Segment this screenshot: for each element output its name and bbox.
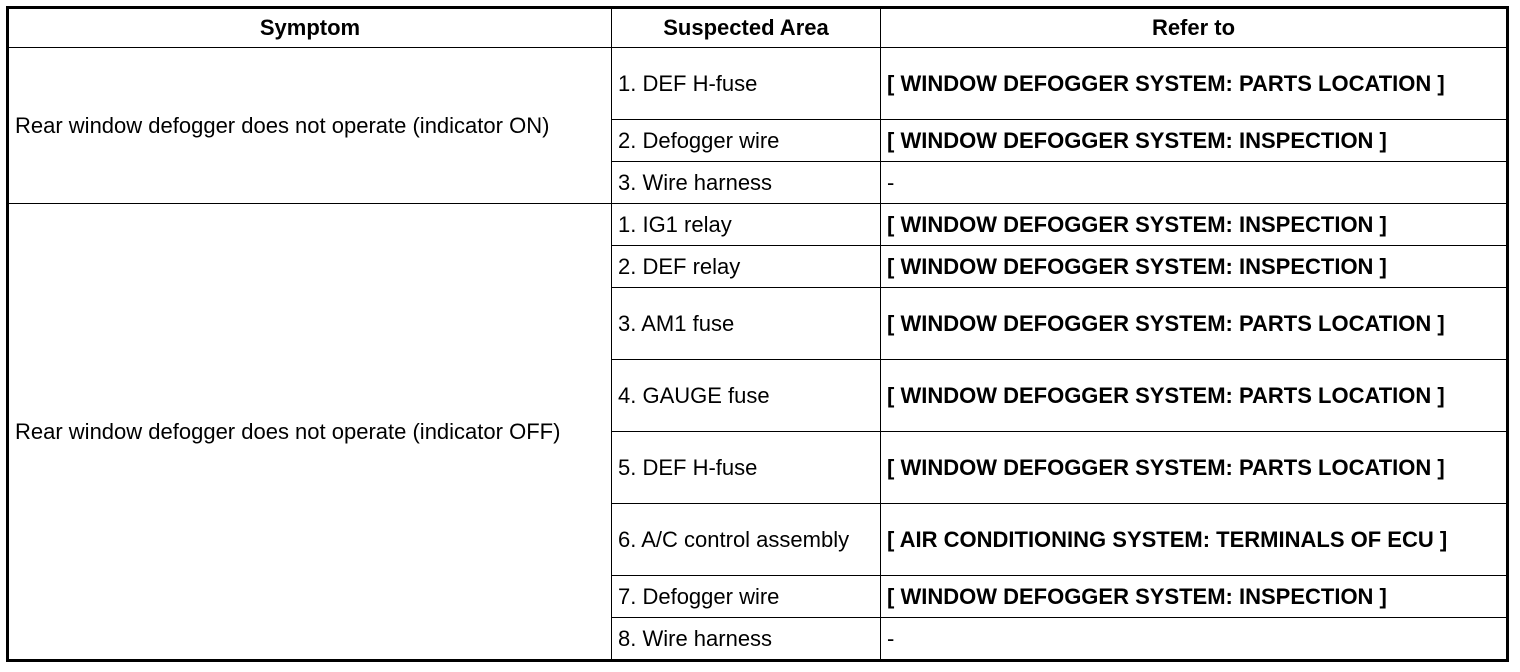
refer-link[interactable]: [ WINDOW DEFOGGER SYSTEM: INSPECTION ] [881, 204, 1508, 246]
suspected-area-cell: 6. A/C control assembly [612, 504, 881, 576]
header-symptom: Symptom [8, 8, 612, 48]
suspected-area-cell: 1. IG1 relay [612, 204, 881, 246]
refer-link[interactable]: [ WINDOW DEFOGGER SYSTEM: INSPECTION ] [881, 120, 1508, 162]
refer-link[interactable]: [ WINDOW DEFOGGER SYSTEM: PARTS LOCATION ] [881, 432, 1508, 504]
refer-link[interactable]: [ AIR CONDITIONING SYSTEM: TERMINALS OF ECU ] [881, 504, 1508, 576]
refer-cell: - [881, 162, 1508, 204]
symptom-cell: Rear window defogger does not operate (indicator OFF) [8, 204, 612, 661]
suspected-area-cell: 7. Defogger wire [612, 576, 881, 618]
refer-link[interactable]: [ WINDOW DEFOGGER SYSTEM: INSPECTION ] [881, 246, 1508, 288]
suspected-area-cell: 4. GAUGE fuse [612, 360, 881, 432]
suspected-area-cell: 8. Wire harness [612, 618, 881, 661]
suspected-area-cell: 2. DEF relay [612, 246, 881, 288]
symptom-cell: Rear window defogger does not operate (indicator ON) [8, 48, 612, 204]
refer-link[interactable]: [ WINDOW DEFOGGER SYSTEM: PARTS LOCATION ] [881, 360, 1508, 432]
header-row [8, 8, 1508, 48]
refer-link[interactable]: [ WINDOW DEFOGGER SYSTEM: INSPECTION ] [881, 576, 1508, 618]
header-suspected-area: Suspected Area [612, 8, 881, 48]
refer-link[interactable]: [ WINDOW DEFOGGER SYSTEM: PARTS LOCATION ] [881, 48, 1508, 120]
suspected-area-cell: 3. Wire harness [612, 162, 881, 204]
table-row [8, 204, 1508, 246]
suspected-area-cell: 3. AM1 fuse [612, 288, 881, 360]
table-row [8, 48, 1508, 120]
troubleshooting-table [6, 6, 1509, 662]
suspected-area-cell: 2. Defogger wire [612, 120, 881, 162]
suspected-area-cell: 5. DEF H-fuse [612, 432, 881, 504]
suspected-area-cell: 1. DEF H-fuse [612, 48, 881, 120]
header-refer-to: Refer to [881, 8, 1508, 48]
refer-link[interactable]: [ WINDOW DEFOGGER SYSTEM: PARTS LOCATION ] [881, 288, 1508, 360]
refer-cell: - [881, 618, 1508, 661]
